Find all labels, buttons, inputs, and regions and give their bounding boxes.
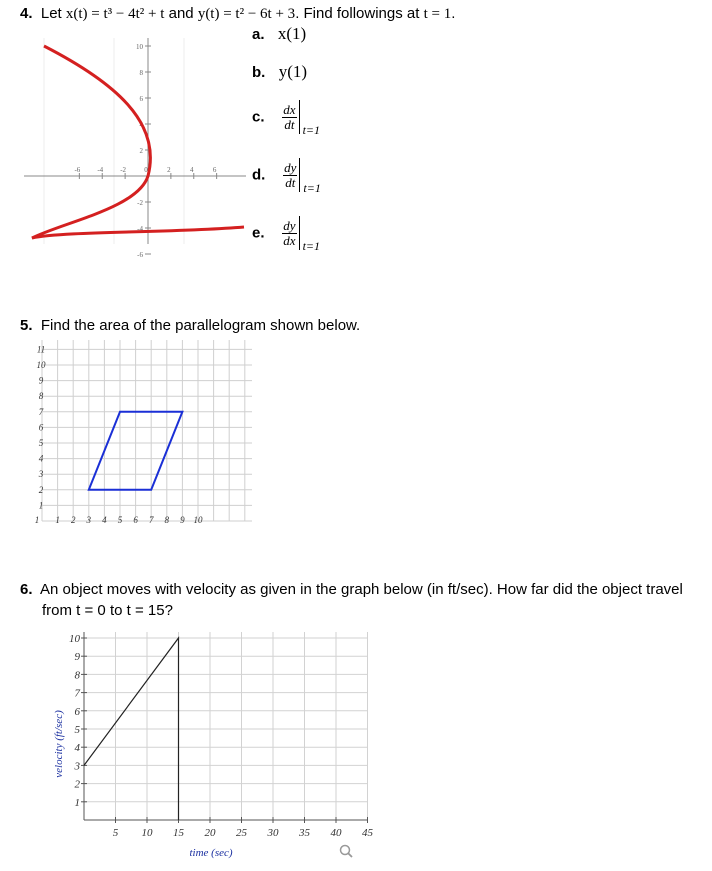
- q4-part-d: [252, 158, 321, 195]
- q4-part-d-eval-bar: [299, 158, 321, 195]
- q4-x-tick-label: 4: [190, 166, 194, 174]
- q6-statement-line1: [20, 580, 683, 600]
- q6-velocity-graph: [48, 624, 373, 866]
- q6-x-tick-label: 20: [204, 827, 216, 839]
- q6-y-tick-label: 4: [74, 742, 80, 755]
- q5-x-tick-label: 6: [133, 515, 138, 525]
- q5-x-tick-label: 1: [55, 515, 60, 525]
- q6-grid: [84, 632, 368, 820]
- q4-text-suffix: . Find followings at: [295, 5, 424, 22]
- q5-number: 5.: [20, 317, 33, 334]
- q4-part-d-fraction: [283, 161, 297, 190]
- q5-y-tick-label: 3: [38, 469, 44, 480]
- q4-part-d-numerator: dy: [284, 159, 297, 175]
- q5-x-tick-label: 8: [164, 515, 170, 525]
- q4-part-c-fraction: [282, 103, 296, 132]
- q6-y-tick-label: 1: [74, 796, 80, 809]
- q4-y-tick-label: 6: [139, 95, 143, 103]
- q5-x-tick-label: 5: [117, 515, 123, 525]
- q6-y-tick-label: 6: [74, 705, 80, 718]
- q4-x-tick-label: -2: [120, 166, 127, 174]
- q4-and: and: [164, 5, 198, 22]
- q4-part-e-numerator: dy: [283, 217, 296, 233]
- q5-y-tick-label: 1: [38, 500, 44, 511]
- q6-number: 6.: [20, 581, 33, 598]
- q5-grid-graph: [30, 338, 260, 534]
- q5-text: Find the area of the parallelogram shown below.: [40, 317, 361, 334]
- q4-part-c-numerator: dx: [283, 101, 296, 117]
- q4-part-a-label: a.: [252, 26, 265, 43]
- q4-part-c-label: c.: [252, 108, 265, 126]
- q5-y-tick-label: 4: [38, 453, 44, 464]
- q4-parametric-graph: [24, 30, 246, 259]
- q4-y-tick-label: 8: [139, 69, 143, 77]
- q6-statement-line2: from t = 0 to t = 15?: [42, 602, 173, 619]
- q4-y-tick-label: -6: [137, 251, 143, 259]
- q4-part-b: [252, 62, 307, 82]
- q4-x-tick-label: 0: [144, 166, 148, 174]
- q5-origin-label: 1: [34, 515, 40, 525]
- q5-statement: [20, 316, 360, 336]
- q6-y-tick-label: 7: [74, 687, 80, 700]
- q6-x-tick-label: 5: [112, 827, 119, 839]
- q5-y-tick-label: 7: [38, 406, 44, 417]
- q5-y-tick-label: 2: [38, 484, 44, 495]
- q5-x-tick-label: 7: [148, 515, 154, 525]
- q4-part-c-denominator: dt: [284, 116, 295, 132]
- q5-x-tick-label: 10: [193, 515, 203, 525]
- magnifier-icon[interactable]: [341, 846, 353, 858]
- q6-text-line1: An object moves with velocity as given in the graph below (in ft/sec). How far did the object travel: [40, 581, 683, 598]
- q4-part-e-label: e.: [252, 224, 265, 242]
- q4-part-e-denominator: dx: [283, 232, 296, 248]
- q5-x-ticks: [35, 515, 203, 525]
- q4-part-d-denominator: dt: [285, 174, 296, 190]
- q6-y-tick-label: 8: [74, 669, 80, 682]
- q5-y-tick-label: 6: [38, 422, 44, 433]
- q6-y-tick-label: 10: [69, 633, 80, 645]
- q5-x-tick-label: 3: [86, 515, 92, 525]
- q6-x-tick-label: 45: [362, 827, 373, 839]
- q4-x-tick-label: -6: [74, 166, 81, 174]
- q4-part-e-subscript: t=1: [302, 239, 321, 253]
- q4-parametric-curve: [32, 46, 244, 238]
- q4-end: .: [451, 5, 456, 22]
- q5-x-tick-label: 4: [102, 515, 107, 525]
- q6-x-tick-label: 15: [173, 827, 184, 839]
- q6-y-tick-label: 3: [74, 760, 80, 773]
- q4-y-tick-label: -4: [137, 225, 143, 233]
- q6-x-axis-label: time (sec): [189, 847, 233, 859]
- q5-y-tick-label: 9: [38, 375, 44, 386]
- q4-y-definition: y(t) = t² − 6t + 3: [197, 6, 296, 22]
- q4-statement: [20, 4, 455, 24]
- q6-x-tick-label: 25: [236, 827, 247, 839]
- q4-number: 4.: [20, 5, 33, 22]
- q4-part-c: [252, 100, 321, 137]
- q6-x-tick-label: 35: [299, 827, 310, 839]
- q4-part-b-expr: y(1): [278, 62, 308, 81]
- q5-y-tick-label: 11: [36, 344, 46, 355]
- q4-part-e-eval-bar: [299, 216, 321, 253]
- q5-grid: [42, 340, 252, 521]
- q4-part-b-label: b.: [252, 64, 266, 81]
- q4-part-c-eval-bar: [299, 100, 321, 137]
- q6-y-tick-label: 5: [74, 724, 80, 736]
- q4-t-value: t = 1: [423, 6, 452, 22]
- q4-text-prefix: Let: [40, 5, 66, 22]
- q5-x-tick-label: 2: [70, 515, 76, 525]
- q4-x-tick-label: 2: [167, 166, 171, 174]
- q4-part-d-label: d.: [252, 166, 266, 184]
- q4-grid: [44, 38, 184, 244]
- q4-part-e: [252, 216, 321, 253]
- q4-part-a: [252, 24, 306, 44]
- q4-y-tick-label: -2: [137, 199, 143, 207]
- q6-x-tick-label: 40: [330, 827, 342, 839]
- q4-x-tick-label: -4: [97, 166, 104, 174]
- q4-part-a-expr: x(1): [277, 24, 307, 43]
- q4-y-tick-label: 4: [139, 121, 143, 129]
- q4-y-tick-label: 2: [139, 147, 143, 155]
- q5-x-tick-label: 9: [180, 515, 185, 525]
- q5-y-tick-label: 5: [38, 438, 44, 448]
- q4-x-tick-label: 6: [212, 166, 217, 174]
- q4-part-d-subscript: t=1: [303, 181, 321, 195]
- q6-y-tick-label: 9: [74, 651, 80, 664]
- q6-y-tick-label: 2: [74, 778, 80, 791]
- q5-y-tick-label: 10: [36, 360, 46, 370]
- q6-y-axis-label: velocity (ft/sec): [53, 710, 65, 778]
- q4-y-tick-label: 10: [136, 43, 143, 51]
- q6-x-tick-label: 30: [267, 827, 279, 839]
- q4-x-definition: x(t) = t³ − 4t² + t: [65, 6, 165, 22]
- q4-part-c-subscript: t=1: [302, 123, 321, 137]
- q4-x-ticks: [74, 166, 216, 179]
- q4-part-e-fraction: [282, 219, 296, 248]
- q5-y-tick-label: 8: [38, 391, 44, 402]
- q6-x-tick-label: 10: [141, 827, 153, 839]
